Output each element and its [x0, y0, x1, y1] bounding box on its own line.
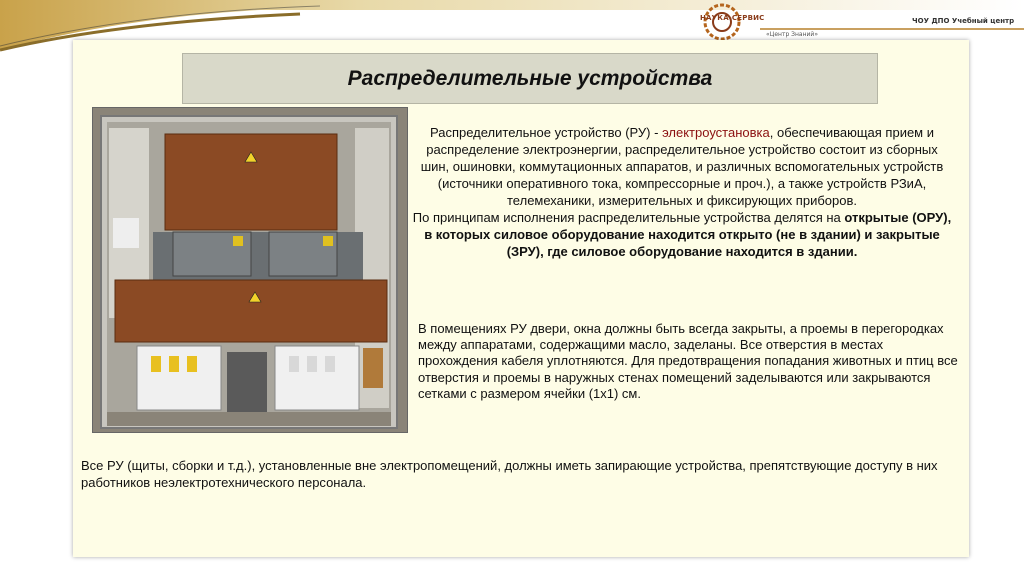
slide-title: Распределительные устройства — [347, 66, 713, 90]
organization-name: ЧОУ ДПО Учебный центр — [912, 17, 1015, 25]
principle-bold-text: открытые (ОРУ), в которых силовое оборудование находится открыто (не в здании) и закрытые (ЗРУ), где силовое оборудование находится в здании. — [424, 210, 952, 259]
logo-subtitle: «Центр Знаний» — [766, 31, 818, 38]
logo-emblem — [690, 2, 754, 42]
definition-body: , обеспечивающая прием и распределение электроэнергии, распределительное устройство состоит из сборных шин, ошиновки, коммутационных аппаратов, и различных вспомогательных устройств (источники оперативного тока, компрессорные и проч.), а также устройств РЗиА, телемеханики, измерительных и фиксирующих приборов. — [420, 125, 944, 208]
definition-highlight: электроустановка — [662, 125, 770, 140]
principle-text: По принципам исполнения распределительные устройства делятся на — [412, 210, 845, 225]
header-divider — [760, 28, 1024, 30]
rules-paragraph: В помещениях РУ двери, окна должны быть всегда закрыты, а проемы в перегородках между аппаратами, содержащими масло, заделаны. Все отверстия в местах прохождения кабеля уплотняются. Для предотвращения попадания животных и птиц все отверстия и проемы в наружных стенах помещений заделываются или закрываются сетками с размером ячейки (1х1) см. — [418, 321, 958, 401]
logo-name: НАУКА-СЕРВИС — [700, 14, 765, 22]
definition-lead: Распределительное устройство (РУ) - — [429, 125, 663, 140]
switchgear-photo — [92, 107, 408, 433]
slide-content — [73, 40, 969, 557]
title-box — [182, 53, 878, 104]
locking-paragraph: Все РУ (щиты, сборки и т.д.), установленные вне электропомещений, должны иметь запирающие устройства, препятствующие доступу в них работников неэлектротехнического персонала. — [81, 458, 938, 490]
definition-paragraph — [412, 124, 952, 260]
